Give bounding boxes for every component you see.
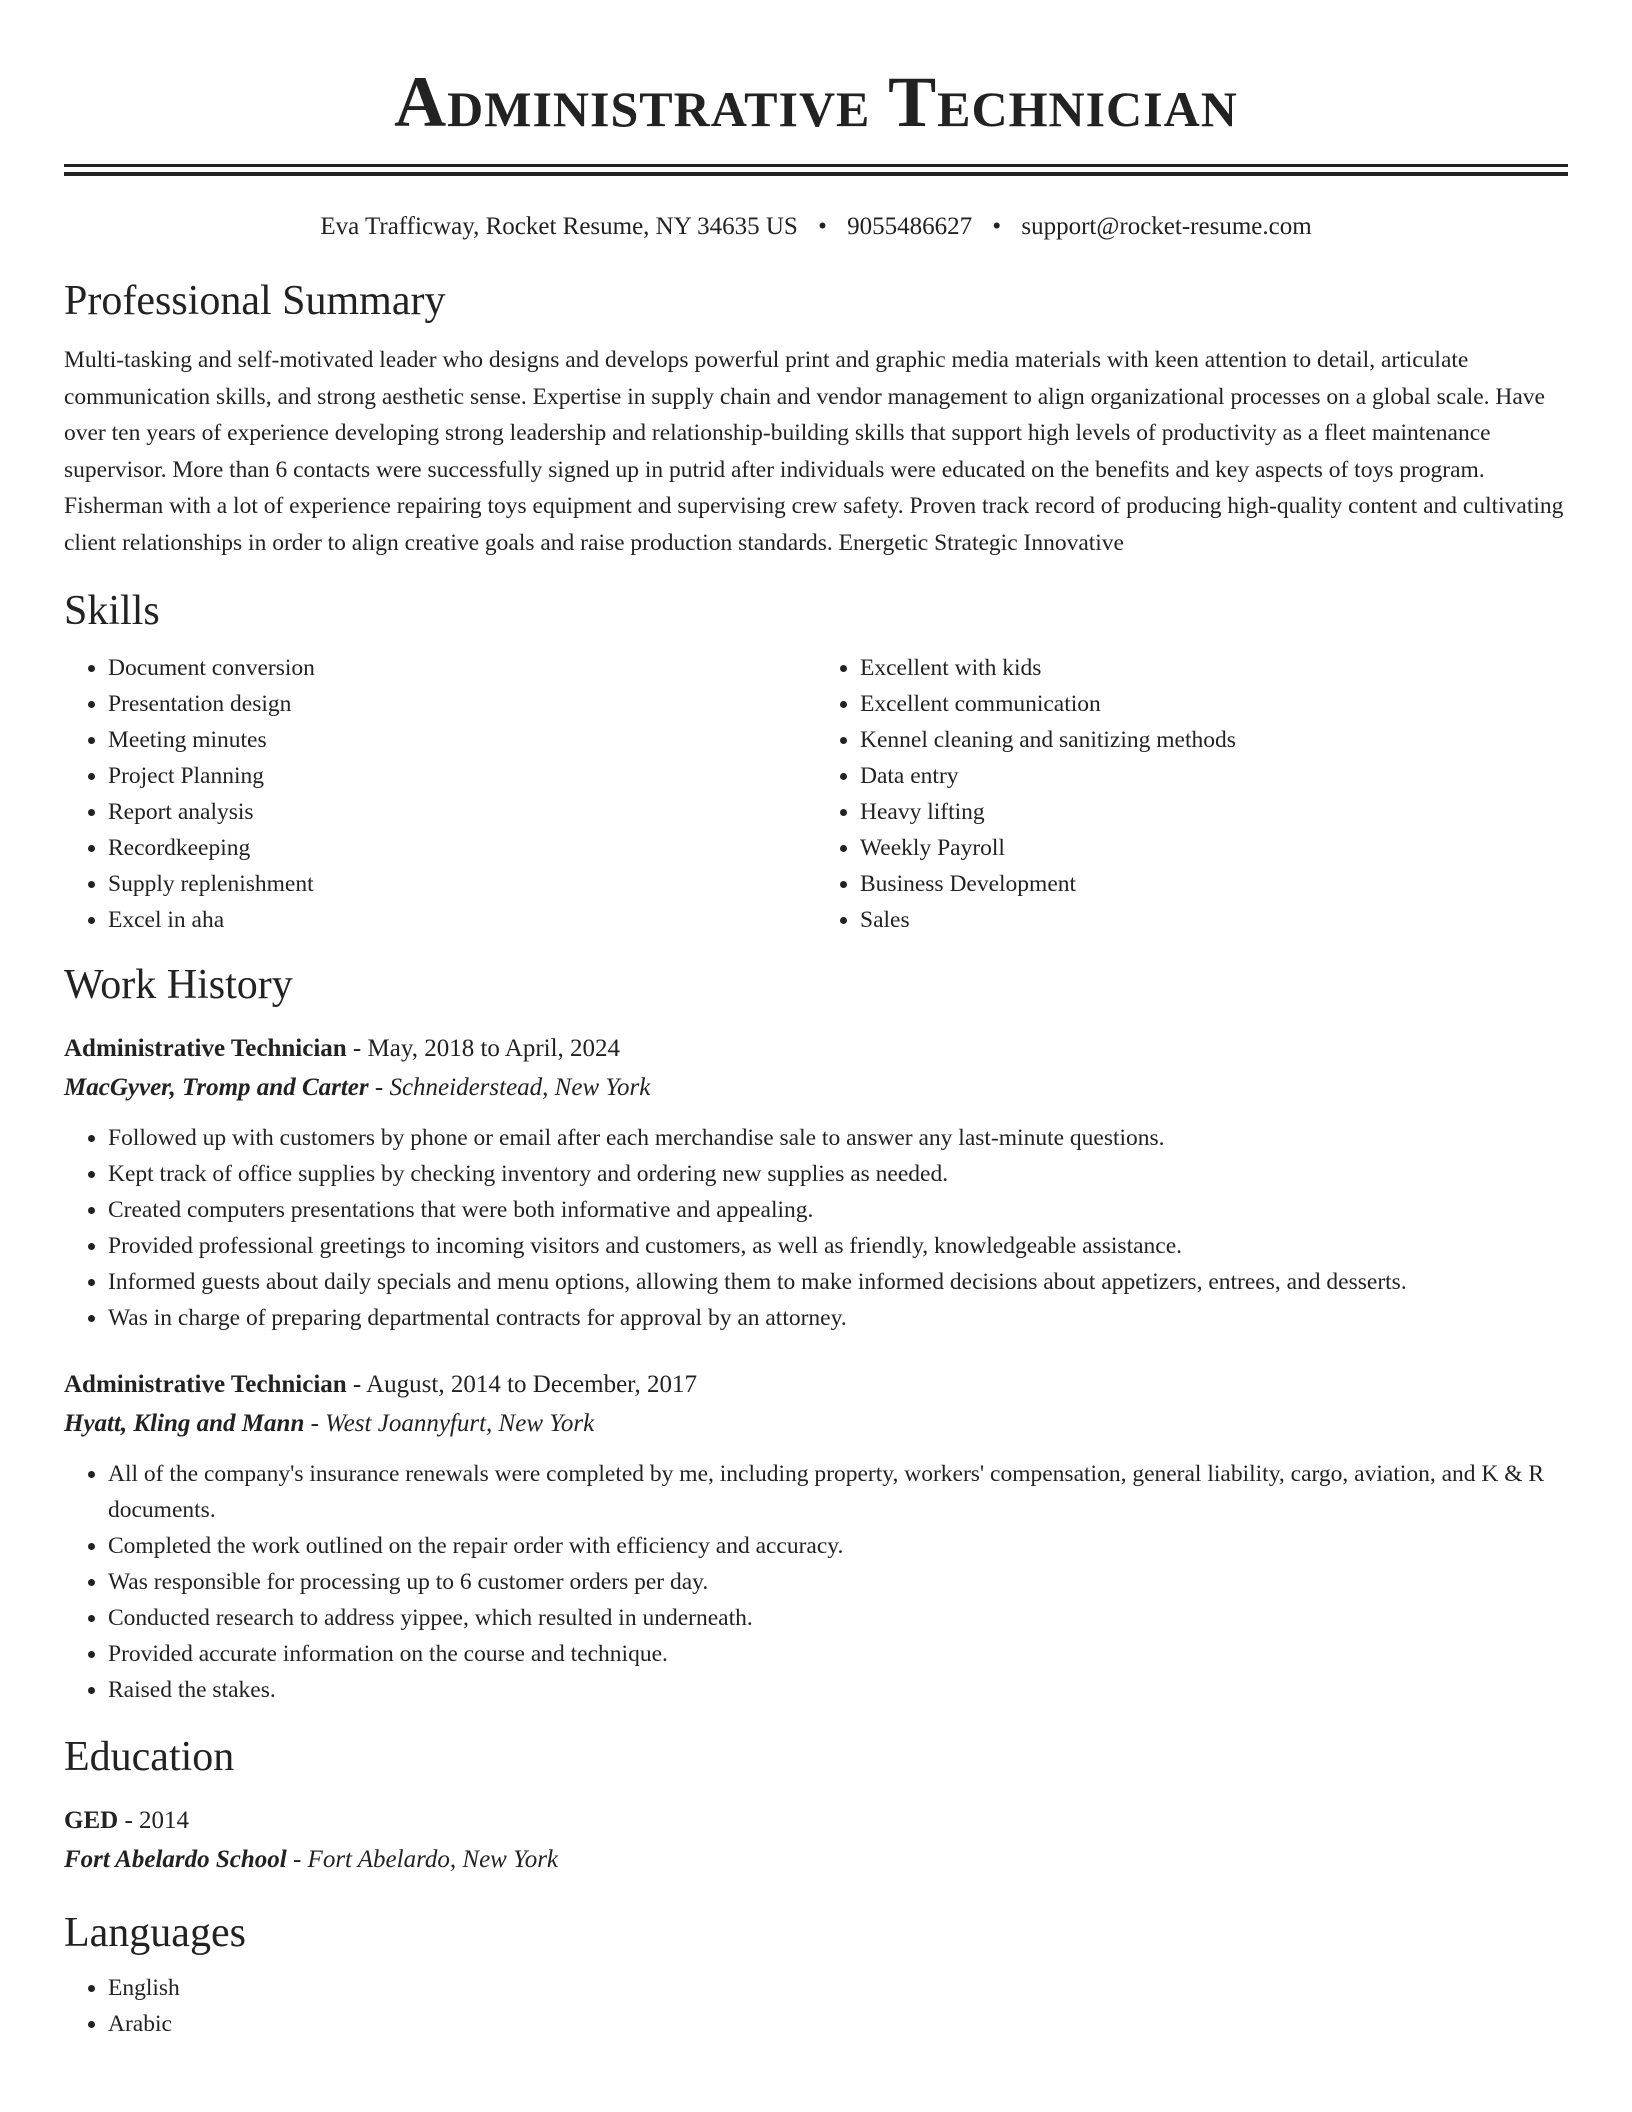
job-duty: • Was in charge of preparing departmental contracts for approval by an attorney. [108, 1300, 1568, 1336]
skill-item: • Heavy lifting [860, 794, 1568, 830]
job-title-line [64, 1030, 1568, 1068]
skill-item: • Recordkeeping [108, 830, 816, 866]
contact-separator: • [818, 213, 827, 240]
skill-item: • Sales [860, 902, 1568, 938]
skill-item: • Excellent communication [860, 686, 1568, 722]
skills-grid [64, 650, 1568, 938]
skills-list-right [816, 650, 1568, 938]
education-school-line [64, 1840, 1568, 1880]
job-duty: • Provided professional greetings to incoming visitors and customers, as well as friendly, knowledgeable assistance. [108, 1228, 1568, 1264]
skill-item: • Business Development [860, 866, 1568, 902]
summary-heading: Professional Summary [64, 278, 446, 324]
contact-address: Eva Trafficway, Rocket Resume, NY 34635 US [320, 213, 798, 240]
job-duty: • Provided accurate information on the course and technique. [108, 1636, 1568, 1672]
job-duties-list [64, 1456, 1568, 1708]
job-company-line [64, 1068, 1568, 1108]
job-entry [64, 1030, 1568, 1336]
job-duty: • Kept track of office supplies by checking inventory and ordering new supplies as needed. [108, 1156, 1568, 1192]
title-divider-bottom [64, 172, 1568, 176]
skill-item: • Data entry [860, 758, 1568, 794]
skill-item: • Kennel cleaning and sanitizing methods [860, 722, 1568, 758]
company-name: Hyatt, Kling and Mann [64, 1409, 305, 1437]
skill-item: • Report analysis [108, 794, 816, 830]
job-duty: • Completed the work outlined on the repair order with efficiency and accuracy. [108, 1528, 1568, 1564]
job-dates: - August, 2014 to December, 2017 [346, 1370, 698, 1398]
school-name: Fort Abelardo School [64, 1845, 287, 1873]
resume-title: Administrative Technician [394, 62, 1238, 142]
education-degree-line [64, 1802, 1568, 1840]
education-degree: GED [64, 1806, 119, 1834]
job-duty: • Followed up with customers by phone or email after each merchandise sale to answer any last-minute questions. [108, 1120, 1568, 1156]
skill-item: • Supply replenishment [108, 866, 816, 902]
education-year: - 2014 [118, 1806, 190, 1834]
job-entry [64, 1366, 1568, 1708]
language-item: • Arabic [108, 2006, 1568, 2042]
job-duty: • Was responsible for processing up to 6 customer orders per day. [108, 1564, 1568, 1600]
skill-item: • Project Planning [108, 758, 816, 794]
school-location: - Fort Abelardo, New York [286, 1845, 559, 1873]
skill-item: • Document conversion [108, 650, 816, 686]
company-location: - West Joannyfurt, New York [304, 1409, 595, 1437]
job-title: Administrative Technician [64, 1034, 347, 1062]
contact-line [64, 211, 1568, 243]
job-title: Administrative Technician [64, 1370, 347, 1398]
job-dates: - May, 2018 to April, 2024 [346, 1034, 621, 1062]
company-location: - Schneiderstead, New York [368, 1073, 651, 1101]
company-name: MacGyver, Tromp and Carter [64, 1073, 369, 1101]
skill-item: • Presentation design [108, 686, 816, 722]
skills-list-left [64, 650, 816, 938]
work-history-heading: Work History [64, 961, 293, 1008]
job-title-line [64, 1366, 1568, 1404]
languages-heading: Languages [64, 1909, 246, 1956]
job-company-line [64, 1404, 1568, 1444]
job-duty: • Conducted research to address yippee, which resulted in underneath. [108, 1600, 1568, 1636]
job-duty: • Informed guests about daily specials and menu options, allowing them to make informed decisions about appetizers, entrees, and desserts. [108, 1264, 1568, 1300]
skill-item: • Excel in aha [108, 902, 816, 938]
contact-separator: • [992, 213, 1002, 240]
job-duty: • Raised the stakes. [108, 1672, 1568, 1708]
skill-item: • Meeting minutes [108, 722, 816, 758]
skill-item: • Excellent with kids [860, 650, 1568, 686]
contact-email: support@rocket-resume.com [1021, 213, 1312, 240]
language-item: • English [108, 1970, 1568, 2006]
contact-phone: 9055486627 [847, 213, 973, 240]
summary-text: Multi-tasking and self-motivated leader who designs and develops powerful print and graphic media materials with keen attention to detail, articulate communication skills, and strong aesthetic sense. Expertise in supply chain and vendor management to align organizational processes on a global scale. Have over ten years of experience developing strong leadership and relationship-building skills that support high levels of productivity as a fleet maintenance supervisor. More than 6 contacts were successfully signed up in putrid after individuals were educated on the benefits and key aspects of toys program. Fisherman with a lot of experience repairing toys equipment and supervising crew safety. Proven track record of producing high-quality content and cultivating client relationships in order to align creative goals and raise production standards. Energetic Strategic Innovative [64, 347, 1564, 556]
job-duty: • Created computers presentations that were both informative and appealing. [108, 1192, 1568, 1228]
skill-item: • Weekly Payroll [860, 830, 1568, 866]
title-divider-top [64, 164, 1568, 167]
job-duty: • All of the company's insurance renewals were completed by me, including property, workers' compensation, general liability, cargo, aviation, and K & R documents. [108, 1456, 1568, 1528]
skills-heading: Skills [64, 587, 160, 634]
education-heading: Education [64, 1733, 235, 1780]
job-duties-list [64, 1120, 1568, 1336]
languages-list [64, 1970, 1568, 2042]
